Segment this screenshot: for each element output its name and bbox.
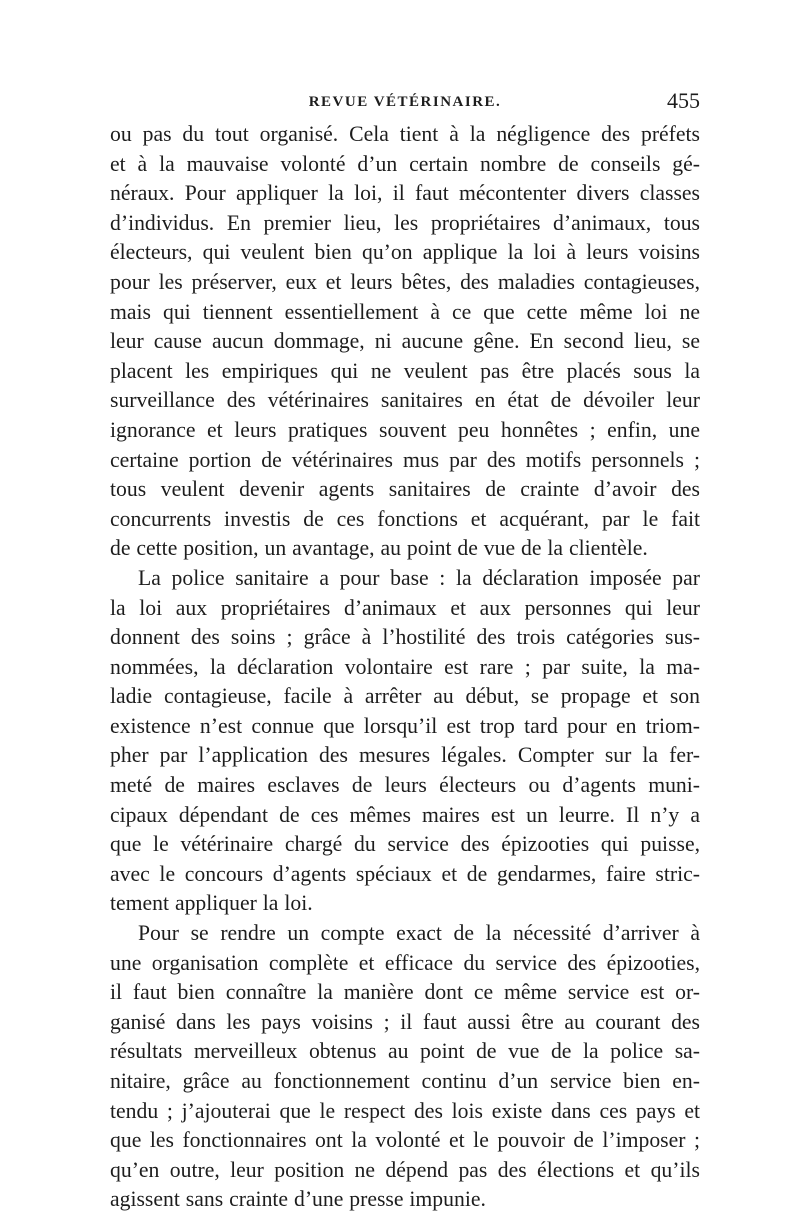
paragraph-3 xyxy=(110,919,700,1215)
text-line: tement appliquer la loi. xyxy=(110,891,313,916)
text-line: concurrents investis de ces fonctions et acquérant, par le fait xyxy=(110,506,700,531)
text-line: que le vétérinaire chargé du service des épizooties qui puisse, xyxy=(110,832,700,857)
text-line: ignorance et leurs pratiques souvent peu honnêtes ; enfin, une xyxy=(110,417,700,442)
text-line: certaine portion de vétérinaires mus par des motifs personnels ; xyxy=(110,447,700,472)
text-line: placent les empiriques qui ne veulent pas être placés sous la xyxy=(110,358,700,383)
text-line: qu’en outre, leur position ne dépend pas des élections et qu’ils xyxy=(110,1157,700,1182)
text-line: résultats merveilleux obtenus au point de vue de la police sa- xyxy=(110,1039,700,1064)
text-line: surveillance des vétérinaires sanitaires en état de dévoiler leur xyxy=(110,388,700,413)
text-line: pher par l’application des mesures légales. Compter sur la fer- xyxy=(110,743,700,768)
text-line: existence n’est connue que lorsqu’il est trop tard pour en triom- xyxy=(110,713,700,738)
text-line: ladie contagieuse, facile à arrêter au début, se propage et son xyxy=(110,684,700,709)
text-line: avec le concours d’agents spéciaux et de gendarmes, faire stric- xyxy=(110,861,700,886)
text-line: tendu ; j’ajouterai que le respect des lois existe dans ces pays et xyxy=(110,1098,700,1123)
text-line: pour les préserver, eux et leurs bêtes, des maladies contagieuses, xyxy=(110,269,700,294)
text-line: cipaux dépendant de ces mêmes maires est un leurre. Il n’y a xyxy=(110,802,700,827)
running-title: REVUE VÉTÉRINAIRE. xyxy=(308,94,502,110)
text-line: ou pas du tout organisé. Cela tient à la négligence des préfets xyxy=(110,122,700,146)
running-header xyxy=(110,88,700,116)
body-text xyxy=(110,120,700,1215)
text-line: que les fonctionnaires ont la volonté et le pouvoir de l’imposer ; xyxy=(110,1128,700,1153)
text-line: la loi aux propriétaires d’animaux et aux personnes qui leur xyxy=(110,595,700,620)
text-line: nitaire, grâce au fonctionnement continu d’un service bien en- xyxy=(110,1069,700,1093)
text-line: mais qui tiennent essentiellement à ce que cette même loi ne xyxy=(110,299,700,324)
text-line: d’individus. En premier lieu, les propriétaires d’animaux, tous xyxy=(110,210,700,235)
paragraph-1 xyxy=(110,120,700,564)
text-line: agissent sans crainte d’une presse impunie. xyxy=(110,1187,486,1212)
text-line: de cette position, un avantage, au point de vue de la clientèle. xyxy=(110,536,648,561)
text-line: meté de maires esclaves de leurs électeurs ou d’agents muni- xyxy=(110,773,700,798)
text-line: Pour se rendre un compte exact de la nécessité d’arriver à xyxy=(138,921,700,946)
text-line: nommées, la déclaration volontaire est rare ; par suite, la ma- xyxy=(110,654,700,679)
text-line: La police sanitaire a pour base : la déclaration imposée par xyxy=(138,565,700,590)
text-line: ganisé dans les pays voisins ; il faut aussi être au courant des xyxy=(110,1009,700,1034)
text-line: électeurs, qui veulent bien qu’on applique la loi à leurs voisins xyxy=(110,240,700,265)
paragraph-2 xyxy=(110,564,700,919)
text-line: une organisation complète et efficace du service des épizooties, xyxy=(110,950,700,975)
text-line: donnent des soins ; grâce à l’hostilité des trois catégories sus- xyxy=(110,625,700,650)
page-number: 455 xyxy=(667,88,700,113)
text-line: il faut bien connaître la manière dont ce même service est or- xyxy=(110,980,700,1005)
text-line: leur cause aucun dommage, ni aucune gêne. En second lieu, se xyxy=(110,329,700,354)
text-line: néraux. Pour appliquer la loi, il faut mécontenter divers classes xyxy=(110,181,700,206)
text-line: et à la mauvaise volonté d’un certain nombre de conseils gé- xyxy=(110,151,700,176)
text-line: tous veulent devenir agents sanitaires de crainte d’avoir des xyxy=(110,477,700,502)
